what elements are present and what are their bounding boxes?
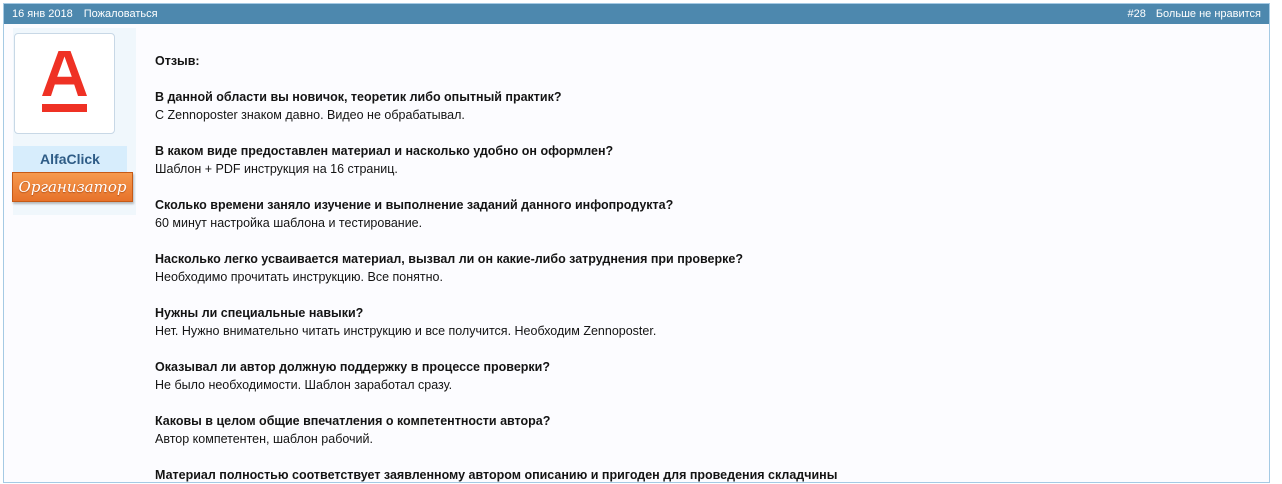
username[interactable]: AlfaClick [40,151,100,167]
question-8: Материал полностью соответствует заявленному автором описанию и пригоден для проведения складчины [155,468,838,482]
avatar[interactable] [14,33,115,134]
post-body [4,24,1269,480]
alfa-bank-logo-icon [15,34,114,133]
organizer-badge: Организатор [12,172,133,202]
review-heading: Отзыв: [155,54,200,68]
answer-1: С Zennoposter знаком давно. Видео не обрабатывал. [155,108,465,122]
answer-7: Автор компетентен, шаблон рабочий. [155,432,373,446]
question-1: В данной области вы новичок, теоретик либо опытный практик? [155,90,562,104]
question-7: Каковы в целом общие впечатления о компетентности автора? [155,414,551,428]
unlike-link[interactable]: Больше не нравится [1155,8,1261,20]
answer-2: Шаблон + PDF инструкция на 16 страниц. [155,162,398,176]
question-4: Насколько легко усваивается материал, вызвал ли он какие-либо затруднения при проверке? [155,252,743,266]
report-link[interactable]: Пожаловаться [83,8,158,20]
question-5: Нужны ли специальные навыки? [155,306,364,320]
post-header [4,4,1269,24]
question-3: Сколько времени заняло изучение и выполнение заданий данного инфопродукта? [155,198,674,212]
post-date[interactable]: 16 янв 2018 [12,8,73,20]
answer-4: Необходимо прочитать инструкцию. Все понятно. [155,270,443,284]
answer-6: Не было необходимости. Шаблон заработал сразу. [155,378,453,392]
post-number-link[interactable]: #28 [1127,8,1146,20]
answer-5: Нет. Нужно внимательно читать инструкцию и все получится. Необходим Zennoposter. [155,324,657,338]
author-sidebar [13,28,136,215]
post-content [155,52,1235,484]
answer-3: 60 минут настройка шаблона и тестирование. [155,216,423,230]
question-2: В каком виде предоставлен материал и насколько удобно он оформлен? [155,144,614,158]
question-6: Оказывал ли автор должную поддержку в процессе проверки? [155,360,550,374]
forum-post [3,3,1270,483]
